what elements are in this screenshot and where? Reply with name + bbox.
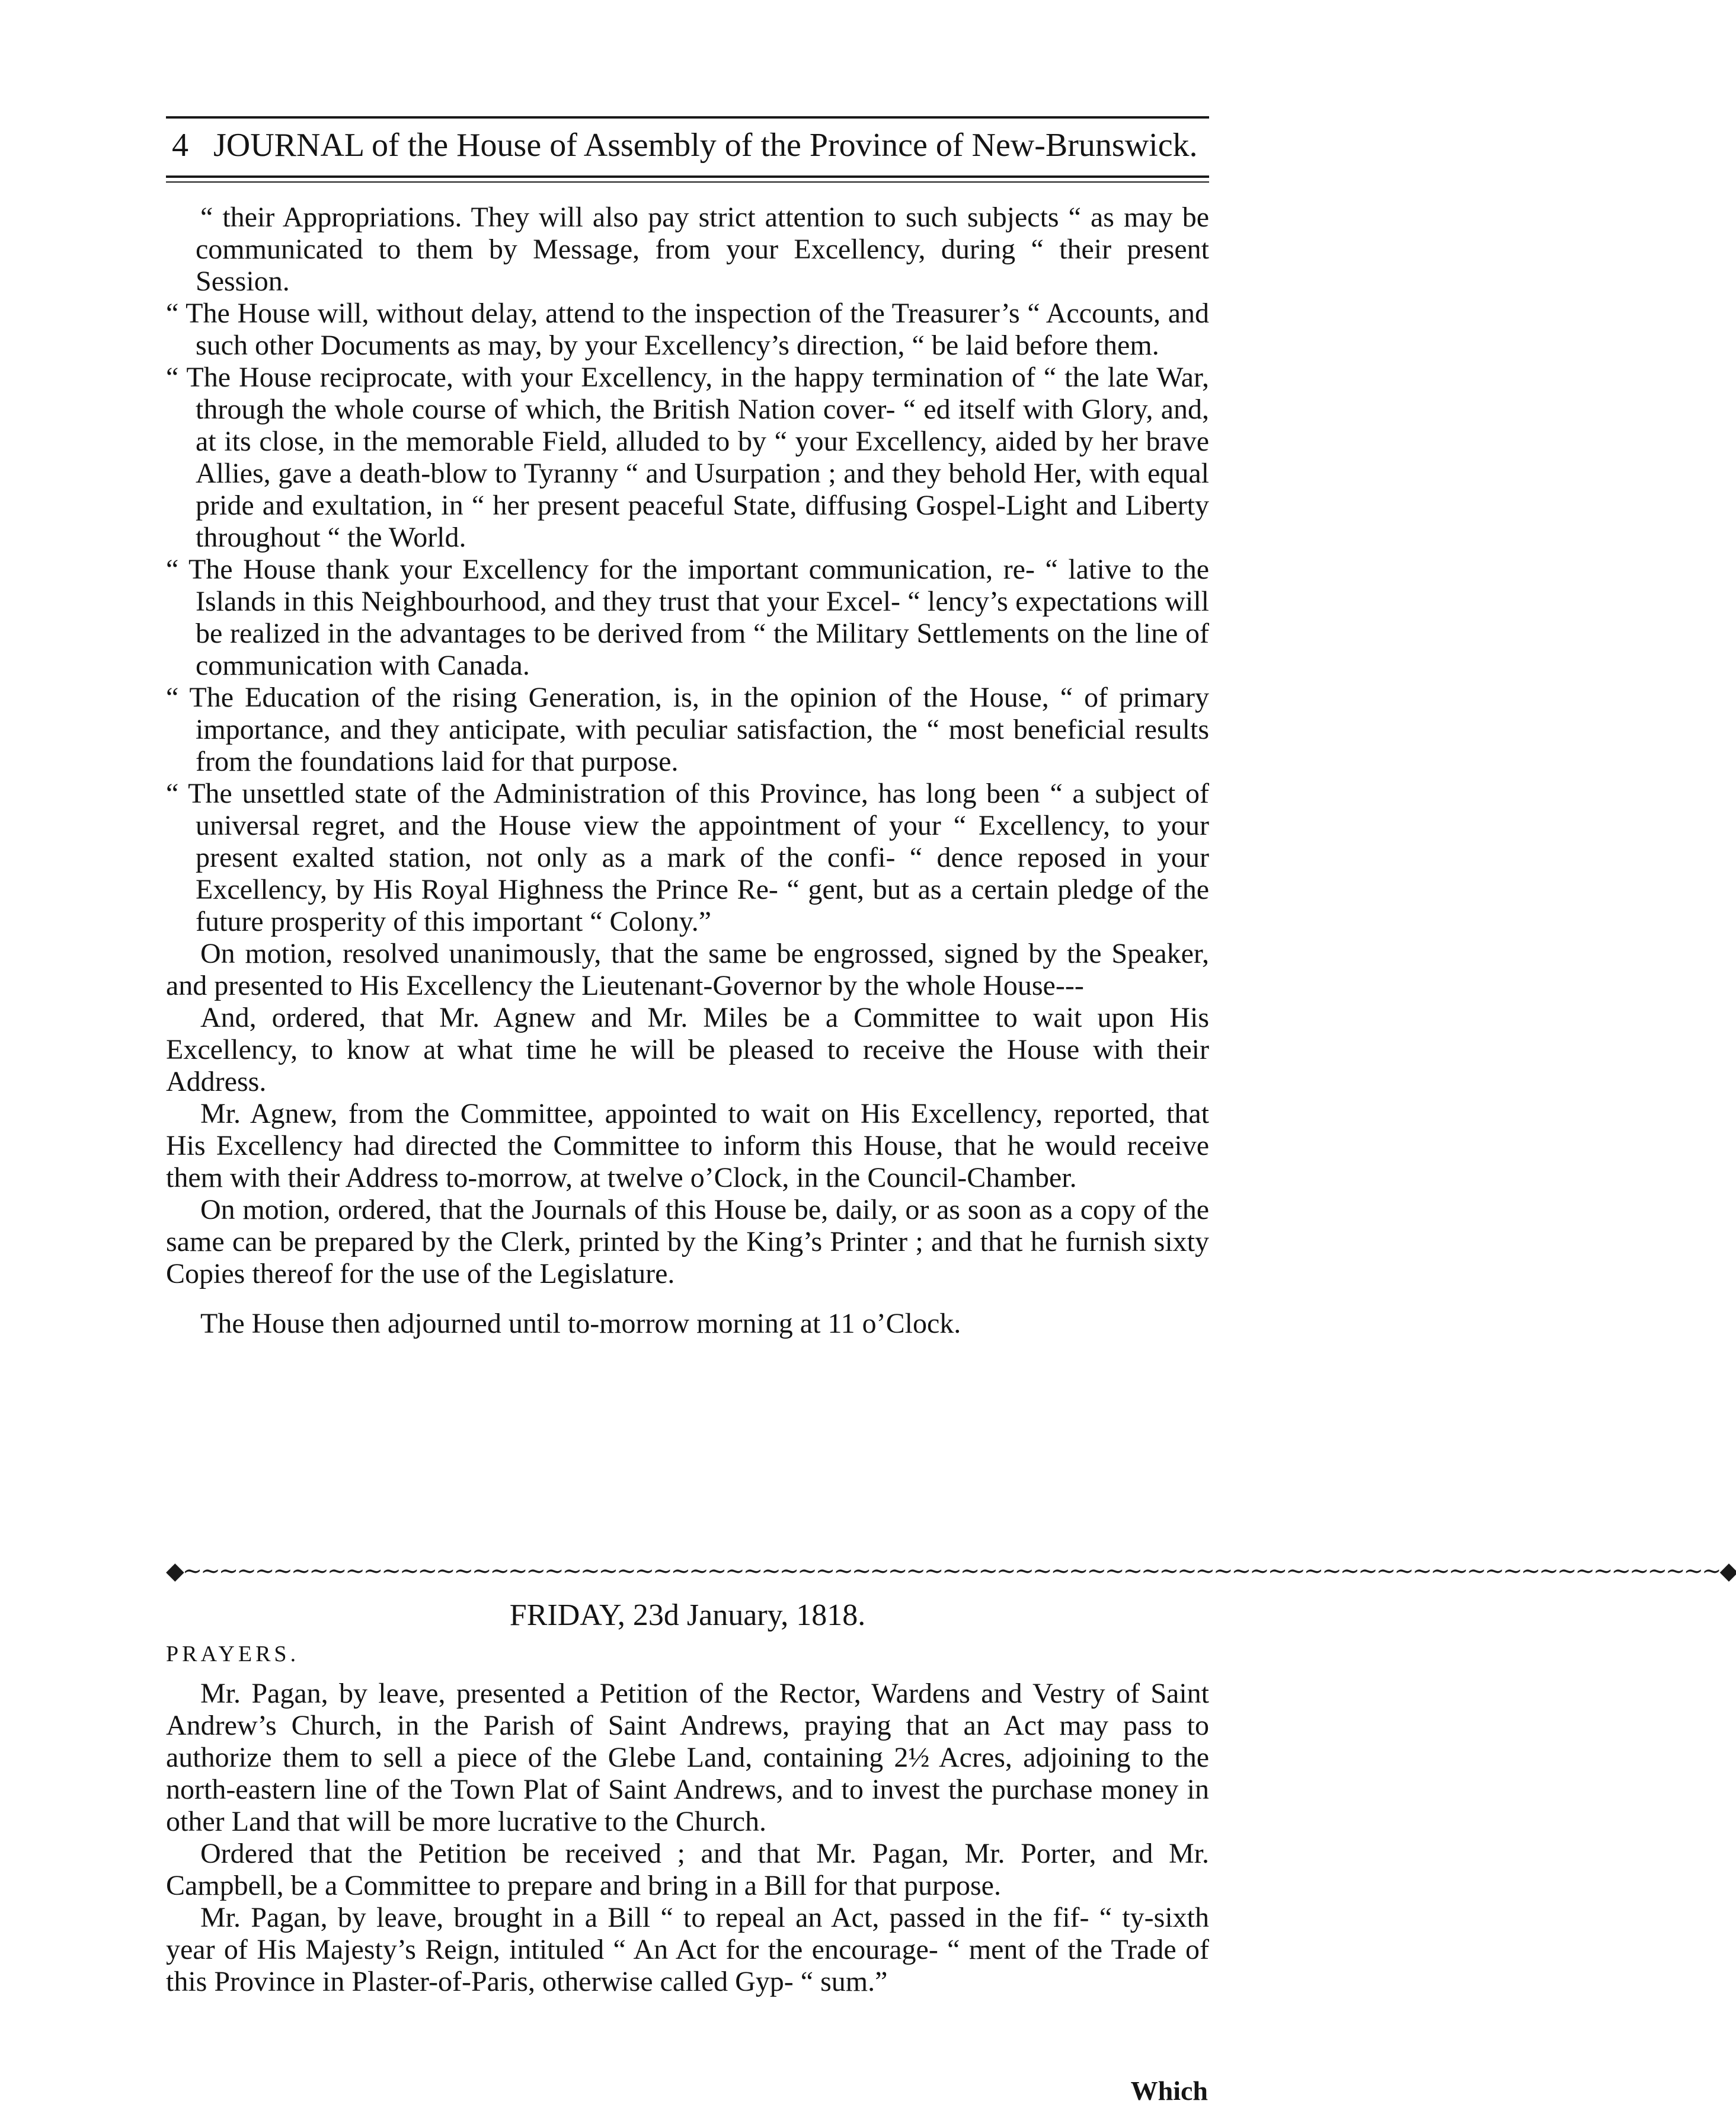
page-number: 4 bbox=[172, 127, 188, 164]
proceeding-paragraph: Mr. Pagan, by leave, presented a Petition of the Rector, Wardens and Vestry of Saint Andrew’s Church, in the Parish of Saint Andrews, praying that an Act may pass to authorize them to sell a piece of the Glebe Land, containing 2½ Acres, adjoining to the north-eastern line of the Town Plat of Saint Andrews, and to invest the purchase money in other Land that will be more lucrative to the Church. bbox=[166, 1678, 1209, 1837]
proceeding-paragraph: On motion, ordered, that the Journals of this House be, daily, or as soon as a copy of the same can be prepared by the Clerk, printed by the King’s Printer ; and that he furnish sixty Copies thereof for the use of the Legislature. bbox=[166, 1194, 1209, 1289]
journal-title: JOURNAL of the House of Assembly of the Province of New-Brunswick. bbox=[213, 127, 1198, 164]
quote-paragraph: “ their Appropriations. They will also pay strict attention to such subjects “ as may be communicated to them by Message, from your Excellency, during “ their present Session. bbox=[196, 202, 1209, 297]
header-rule-bottom-thin bbox=[166, 181, 1209, 183]
quote-paragraph: “ The unsettled state of the Administration of this Province, has long been “ a subject of universal regret, and the House view the appointment of your “ Excellency, to your present exalted station, not only as a mark of the confi- “ dence reposed in your Excellency, by His Royal Highness the Prince Re- “ gent, but as a certain pledge of the future prosperity of this important “ Colony.” bbox=[166, 778, 1209, 937]
proceeding-paragraph: And, ordered, that Mr. Agnew and Mr. Miles be a Committee to wait upon His Excellency, to know at what time he will be pleased to receive the House with their Address. bbox=[166, 1002, 1209, 1097]
quote-paragraph: “ The House will, without delay, attend to the inspection of the Treasurer’s “ Accounts, and such other Documents as may, by your Excellency’s direction, “ be laid before them. bbox=[166, 298, 1209, 361]
quote-paragraph: “ The House thank your Excellency for the important communication, re- “ lative to the Islands in this Neighbourhood, and they trust that your Excel- “ lency’s expectations will be realized in the advantages to be derived from “ the Military Settlements on the line of communication with Canada. bbox=[166, 554, 1209, 681]
proceeding-paragraph: Mr. Agnew, from the Committee, appointed to wait on His Excellency, reported, that His Excellency had directed the Committee to inform this House, that he would receive them with their Address to-morrow, at twelve o’Clock, in the Council-Chamber. bbox=[166, 1098, 1209, 1193]
proceeding-paragraph: Ordered that the Petition be received ; and that Mr. Pagan, Mr. Porter, and Mr. Campbell, be a Committee to prepare and bring in a Bill for that purpose. bbox=[166, 1838, 1209, 1901]
adjournment-line: The House then adjourned until to-morrow morning at 11 o’Clock. bbox=[200, 1308, 961, 1339]
quote-paragraph: “ The Education of the rising Generation, is, in the opinion of the House, “ of primary importance, and they anticipate, with peculiar satisfaction, the “ most beneficial results from the foundations laid for that purpose. bbox=[166, 682, 1209, 777]
day-heading: FRIDAY, 23d January, 1818. bbox=[509, 1598, 866, 1632]
catchword: Which bbox=[1130, 2076, 1208, 2106]
header-rule-top bbox=[166, 116, 1209, 119]
body-text bbox=[166, 202, 1209, 1340]
running-header bbox=[166, 122, 1209, 169]
proceeding-paragraph: On motion, resolved unanimously, that the same be engrossed, signed by the Speaker, and presented to His Excellency the Lieutenant-Governor by the whole House--- bbox=[166, 938, 1209, 1001]
prayers-label: PRAYERS. bbox=[166, 1642, 300, 1667]
quote-paragraph: “ The House reciprocate, with your Excellency, in the happy termination of “ the late War, through the whole course of which, the British Nation cover- “ ed itself with Glory, and, at its close, in the memorable Field, alluded to by “ your Excellency, aided by her brave Allies, gave a death-blow to Tyranny “ and Usurpation ; and they behold Her, with equal pride and exultation, in “ her present peaceful State, diffusing Gospel-Light and Liberty throughout “ the World. bbox=[166, 362, 1209, 553]
address-quote bbox=[166, 202, 1209, 938]
proceeding-paragraph: Mr. Pagan, by leave, brought in a Bill “ to repeal an Act, passed in the fif- “ ty-sixth year of His Majesty’s Reign, intituled “ An Act for the encourage- “ ment of the Trade of this Province in Plaster-of-Paris, otherwise called Gyp- “ sum.” bbox=[166, 1902, 1209, 1997]
ornamental-rule: ◆∼∼∼∼∼∼∼∼∼∼∼∼∼∼∼∼∼∼∼∼∼∼∼∼∼∼∼∼∼∼∼∼∼∼∼∼∼∼∼∼∼∼∼∼∼∼∼∼∼∼∼∼∼∼∼∼∼∼∼∼∼∼∼∼∼∼∼∼∼∼∼∼∼∼∼∼∼∼∼∼∼∼∼∼∼◆ bbox=[166, 1557, 1736, 1584]
header-rule-bottom-thick bbox=[166, 175, 1209, 178]
friday-proceedings bbox=[166, 1678, 1209, 1998]
